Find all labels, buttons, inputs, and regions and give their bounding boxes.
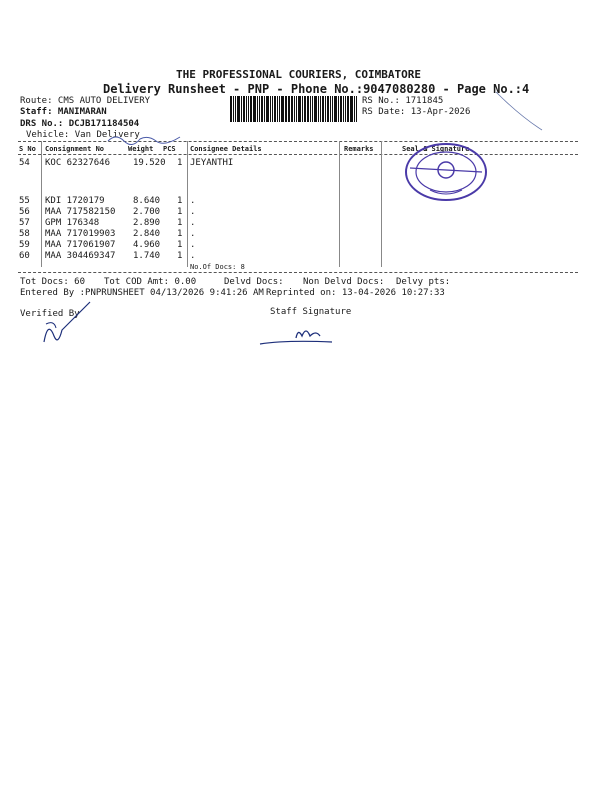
- barcode-bar: [332, 96, 333, 122]
- row-consignment: MAA 717582150: [45, 207, 116, 217]
- row-pcs: 1: [177, 251, 183, 261]
- row-sno: 58: [19, 229, 30, 239]
- row-consignee: .: [190, 229, 196, 239]
- barcode-bar: [320, 96, 321, 122]
- row-pcs: 1: [177, 207, 183, 217]
- verified-signature: [38, 300, 98, 350]
- barcode-bar: [354, 96, 355, 122]
- barcode-bar: [233, 96, 234, 122]
- barcode-bar: [356, 96, 357, 122]
- barcode-bar: [291, 96, 293, 122]
- row-consignee: .: [190, 218, 196, 228]
- barcode-bar: [237, 96, 240, 122]
- barcode-bar: [279, 96, 280, 122]
- footer-rule: [18, 272, 578, 273]
- row-consignment: KDI 1720179: [45, 196, 105, 206]
- no-of-docs: No.Of Docs: 8: [190, 263, 245, 271]
- row-weight: 2.890: [133, 218, 161, 228]
- barcode-bar: [304, 96, 306, 122]
- barcode-bar: [257, 96, 258, 122]
- staff-signature-label: Staff Signature: [270, 307, 352, 317]
- barcode-bar: [235, 96, 236, 122]
- entered-by: Entered By :PNPRUNSHEET 04/13/2026 9:41:26 AM: [20, 288, 264, 298]
- barcode-bar: [261, 96, 263, 122]
- barcode-bar: [307, 96, 309, 122]
- row-pcs: 1: [177, 218, 183, 228]
- col-seal-signature: Seal & Signature: [402, 145, 470, 153]
- rs-date: RS Date: 13-Apr-2026: [362, 107, 471, 117]
- row-consignment: MAA 304469347: [45, 251, 116, 261]
- row-sno: 54: [19, 158, 30, 168]
- row-consignee: .: [190, 196, 196, 206]
- barcode-bar: [241, 96, 242, 122]
- barcode-bar: [325, 96, 326, 122]
- table-row: [19, 218, 220, 229]
- row-consignee: .: [190, 240, 196, 250]
- barcode: [230, 96, 358, 122]
- row-weight: 4.960: [133, 240, 161, 250]
- row-sno: 60: [19, 251, 30, 261]
- col-divider: [339, 141, 340, 267]
- row-consignee: .: [190, 251, 196, 261]
- row-consignment: MAA 717019903: [45, 229, 116, 239]
- table-row: [19, 240, 220, 251]
- barcode-bar: [330, 96, 331, 122]
- col-consignment: Consignment No: [45, 145, 105, 153]
- row-weight: 2.840: [133, 229, 161, 239]
- barcode-bar: [343, 96, 344, 122]
- handwritten-scribble: [104, 129, 184, 149]
- corner-mark: [490, 86, 550, 136]
- non-delvd-docs: Non Delvd Docs:: [303, 277, 385, 287]
- table-row: [19, 251, 220, 262]
- row-sno: 59: [19, 240, 30, 250]
- barcode-bar: [350, 96, 353, 122]
- barcode-bar: [298, 96, 301, 122]
- barcode-bar: [259, 96, 260, 122]
- row-pcs: 1: [177, 229, 183, 239]
- barcode-bar: [294, 96, 295, 122]
- barcode-bar: [250, 96, 252, 122]
- barcode-bar: [264, 96, 265, 122]
- row-weight: 8.640: [133, 196, 161, 206]
- barcode-bar: [285, 96, 287, 122]
- row-sno: 55: [19, 196, 30, 206]
- seal-stamp: [400, 138, 492, 206]
- verified-by-label: Verified By: [20, 309, 80, 319]
- barcode-bar: [230, 96, 232, 122]
- barcode-bar: [281, 96, 284, 122]
- barcode-bar: [334, 96, 337, 122]
- company-name: THE PROFESSIONAL COURIERS, COIMBATORE: [176, 68, 422, 81]
- delvd-docs: Delvd Docs:: [224, 277, 284, 287]
- staff-signature: [256, 322, 336, 350]
- row-weight: 19.520: [133, 158, 166, 168]
- barcode-bar: [318, 96, 319, 122]
- row-weight: 1.740: [133, 251, 161, 261]
- col-weight: Weight: [128, 145, 154, 153]
- row-consignment: KOC 62327646: [45, 158, 111, 168]
- row-consignee: JEYANTHI: [190, 158, 234, 168]
- route-label: Route: CMS AUTO DELIVERY: [20, 96, 151, 106]
- row-consignee: .: [190, 207, 196, 217]
- row-sno: 56: [19, 207, 30, 217]
- barcode-bar: [274, 96, 276, 122]
- barcode-bar: [314, 96, 317, 122]
- table-row: [19, 207, 220, 218]
- tot-cod-amt: Tot COD Amt: 0.00: [104, 277, 197, 287]
- row-pcs: 1: [177, 196, 183, 206]
- vehicle-label: Vehicle: Van Delivery: [26, 130, 140, 140]
- barcode-bar: [340, 96, 342, 122]
- barcode-bar: [253, 96, 256, 122]
- consignment-table: [19, 196, 220, 262]
- barcode-bar: [246, 96, 247, 122]
- barcode-bar: [243, 96, 245, 122]
- barcode-bar: [338, 96, 339, 122]
- table-row: [19, 196, 220, 207]
- tot-docs: Tot Docs: 60: [20, 277, 86, 287]
- barcode-bar: [347, 96, 349, 122]
- barcode-bar: [277, 96, 278, 122]
- barcode-bar: [322, 96, 324, 122]
- table-row: [19, 229, 220, 240]
- barcode-bar: [266, 96, 269, 122]
- col-pcs: PCS: [163, 145, 176, 153]
- barcode-bar: [296, 96, 297, 122]
- barcode-bar: [327, 96, 329, 122]
- delvy-pts: Delvy pts:: [396, 277, 451, 287]
- row-sno: 57: [19, 218, 30, 228]
- reprinted-on: Reprinted on: 13-04-2026 10:27:33: [266, 288, 445, 298]
- col-consignee: Consignee Details: [190, 145, 262, 153]
- runsheet-title: Delivery Runsheet - PNP - Phone No.:9047080280 - Page No.:4: [103, 82, 530, 96]
- barcode-bar: [310, 96, 311, 122]
- drs-number: DRS No.: DCJB171184504: [20, 119, 140, 129]
- col-remarks: Remarks: [344, 145, 374, 153]
- rs-number: RS No.: 1711845: [362, 96, 444, 106]
- row-consignment: GPM 176348: [45, 218, 100, 228]
- row-consignment: MAA 717061907: [45, 240, 116, 250]
- header-top-rule: [18, 141, 578, 142]
- col-sno: S No: [19, 145, 36, 153]
- row-weight: 2.700: [133, 207, 161, 217]
- barcode-bar: [289, 96, 290, 122]
- barcode-bar: [270, 96, 271, 122]
- row-pcs: 1: [177, 158, 183, 168]
- barcode-bar: [312, 96, 313, 122]
- barcode-bar: [248, 96, 249, 122]
- barcode-bar: [272, 96, 273, 122]
- header-bottom-rule: [18, 154, 578, 155]
- row-pcs: 1: [177, 240, 183, 250]
- barcode-bar: [345, 96, 346, 122]
- col-divider: [381, 141, 382, 267]
- barcode-bar: [302, 96, 303, 122]
- staff-label: Staff: MANIMARAN: [20, 107, 107, 117]
- barcode-bar: [288, 96, 289, 122]
